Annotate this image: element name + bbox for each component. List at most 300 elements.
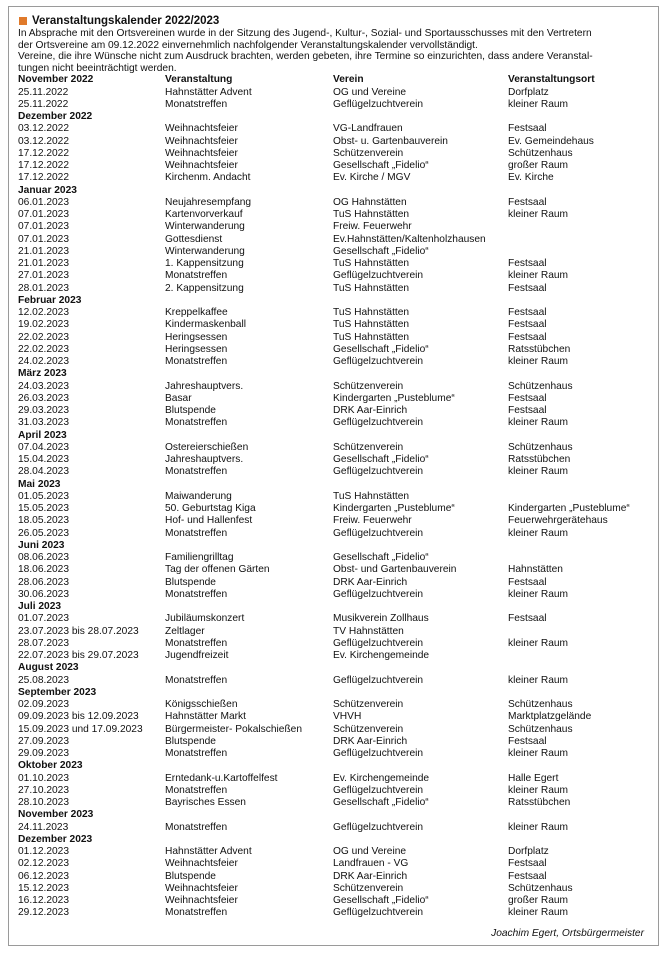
cell-club: VHVH bbox=[333, 711, 362, 723]
month-heading bbox=[18, 601, 649, 613]
table-row bbox=[18, 822, 649, 834]
cell-date: 09.09.2023 bis 12.09.2023 bbox=[18, 711, 139, 723]
month-label: März 2023 bbox=[18, 368, 67, 380]
cell-date: 22.07.2023 bis 29.07.2023 bbox=[18, 650, 139, 662]
title-row bbox=[18, 14, 649, 28]
table-row bbox=[18, 895, 649, 907]
cell-club: Geflügelzuchtverein bbox=[333, 637, 424, 649]
month-label: September 2023 bbox=[18, 686, 97, 698]
cell-date: 23.07.2023 bis 28.07.2023 bbox=[18, 625, 139, 637]
cell-club: DRK Aar-Einrich bbox=[333, 405, 408, 417]
cell-club: Geflügelzuchtverein bbox=[333, 674, 424, 686]
cell-date: 07.04.2023 bbox=[18, 441, 69, 453]
cell-club: Kindergarten „Pusteblume“ bbox=[333, 392, 455, 404]
cell-event: Monatstreffen bbox=[165, 527, 228, 539]
cell-venue: Schützenhaus bbox=[508, 380, 573, 392]
table-row bbox=[18, 552, 649, 564]
cell-club: Obst- und Gartenbauverein bbox=[333, 564, 457, 576]
cell-event: Jahreshauptvers. bbox=[165, 454, 244, 466]
cell-venue: Schützenhaus bbox=[508, 699, 573, 711]
table-row bbox=[18, 442, 649, 454]
cell-venue: großer Raum bbox=[508, 160, 569, 172]
cell-event: Jugendfreizeit bbox=[165, 650, 229, 662]
month-heading bbox=[18, 809, 649, 821]
cell-date: 17.12.2022 bbox=[18, 172, 69, 184]
cell-date: 28.06.2023 bbox=[18, 576, 69, 588]
month-heading bbox=[18, 760, 649, 772]
cell-club: Geflügelzuchtverein bbox=[333, 98, 424, 110]
cell-event: Monatstreffen bbox=[165, 270, 228, 282]
cell-club: TuS Hahnstätten bbox=[333, 490, 410, 502]
cell-event: Winterwanderung bbox=[165, 245, 245, 257]
cell-event: Hahnstätter Advent bbox=[165, 86, 252, 98]
table-row bbox=[18, 234, 649, 246]
cell-venue: kleiner Raum bbox=[508, 821, 569, 833]
cell-club: Gesellschaft „Fidelio“ bbox=[333, 552, 429, 564]
cell-date: 15.12.2023 bbox=[18, 882, 69, 894]
cell-date: 26.03.2023 bbox=[18, 392, 69, 404]
cell-date: 21.01.2023 bbox=[18, 258, 69, 270]
cell-venue: kleiner Raum bbox=[508, 748, 569, 760]
cell-event: Kreppelkaffee bbox=[165, 307, 228, 319]
cell-event: Jubiläumskonzert bbox=[165, 613, 245, 625]
table-row bbox=[18, 699, 649, 711]
cell-club: Schützenverein bbox=[333, 147, 404, 159]
cell-venue: Ratsstübchen bbox=[508, 797, 571, 809]
intro-line: tungen nicht beeinträchtigt werden. bbox=[18, 62, 177, 74]
cell-event: Kartenvorverkauf bbox=[165, 209, 243, 221]
cell-event: Monatstreffen bbox=[165, 674, 228, 686]
cell-venue: Festsaal bbox=[508, 576, 547, 588]
cell-club: Gesellschaft „Fidelio“ bbox=[333, 160, 429, 172]
cell-date: 19.02.2023 bbox=[18, 319, 69, 331]
cell-club: Kindergarten „Pusteblume“ bbox=[333, 503, 455, 515]
table-row bbox=[18, 393, 649, 405]
cell-date: 21.01.2023 bbox=[18, 245, 69, 257]
cell-event: Monatstreffen bbox=[165, 784, 228, 796]
cell-date: 17.12.2022 bbox=[18, 147, 69, 159]
cell-club: Geflügelzuchtverein bbox=[333, 784, 424, 796]
cell-venue: Festsaal bbox=[508, 319, 547, 331]
cell-event: Monatstreffen bbox=[165, 588, 228, 600]
cell-club: Geflügelzuchtverein bbox=[333, 527, 424, 539]
table-row bbox=[18, 748, 649, 760]
month-heading bbox=[18, 540, 649, 552]
cell-venue: großer Raum bbox=[508, 895, 569, 907]
cell-club: Obst- u. Gartenbauverein bbox=[333, 135, 448, 147]
table-row bbox=[18, 209, 649, 221]
cell-date: 03.12.2022 bbox=[18, 135, 69, 147]
cell-event: Weihnachtsfeier bbox=[165, 123, 238, 135]
table-row bbox=[18, 907, 649, 919]
cell-event: Blutspende bbox=[165, 735, 216, 747]
cell-event: Blutspende bbox=[165, 870, 216, 882]
cell-club: DRK Aar-Einrich bbox=[333, 735, 408, 747]
cell-event: Heringsessen bbox=[165, 343, 228, 355]
table-row bbox=[18, 405, 649, 417]
cell-club: Schützenverein bbox=[333, 882, 404, 894]
intro-line: Vereine, die ihre Wünsche nicht zum Ausdruck brachten, werden gebeten, ihre Termine so einzurichten, dass andere Veranstal- bbox=[18, 51, 593, 63]
month-heading bbox=[18, 295, 649, 307]
cell-club: Ev. Kirchengemeinde bbox=[333, 650, 430, 662]
cell-date: 16.12.2023 bbox=[18, 895, 69, 907]
month-label: Januar 2023 bbox=[18, 184, 77, 196]
cell-event: Tag der offenen Gärten bbox=[165, 564, 270, 576]
table-row bbox=[18, 221, 649, 233]
cell-date: 07.01.2023 bbox=[18, 221, 69, 233]
table-row bbox=[18, 577, 649, 589]
cell-club: Ev.Hahnstätten/Kaltenholzhausen bbox=[333, 233, 486, 245]
intro-line: In Absprache mit den Ortsvereinen wurde in der Sitzung des Jugend-, Kultur-, Sozial- und Sportausschusses mit den Vertretern bbox=[18, 28, 592, 39]
month-heading bbox=[18, 834, 649, 846]
table-row bbox=[18, 871, 649, 883]
table-row bbox=[18, 99, 649, 111]
cell-date: 15.04.2023 bbox=[18, 454, 69, 466]
cell-date: 07.01.2023 bbox=[18, 209, 69, 221]
cell-venue: Festsaal bbox=[508, 196, 547, 208]
cell-club: DRK Aar-Einrich bbox=[333, 870, 408, 882]
cell-event: Monatstreffen bbox=[165, 466, 228, 478]
cell-venue bbox=[508, 650, 649, 662]
cell-date: 01.10.2023 bbox=[18, 772, 69, 784]
table-row bbox=[18, 858, 649, 870]
cell-date: 06.12.2023 bbox=[18, 870, 69, 882]
cell-event: Monatstreffen bbox=[165, 637, 228, 649]
table-row bbox=[18, 172, 649, 184]
table-row bbox=[18, 381, 649, 393]
cell-venue: Ev. Kirche bbox=[508, 172, 554, 184]
header-month: November 2022 bbox=[18, 74, 94, 86]
cell-club: TuS Hahnstätten bbox=[333, 282, 410, 294]
cell-venue: Schützenhaus bbox=[508, 441, 573, 453]
month-label: Dezember 2023 bbox=[18, 833, 93, 845]
cell-club: Schützenverein bbox=[333, 380, 404, 392]
month-label: August 2023 bbox=[18, 662, 79, 674]
cell-date: 29.03.2023 bbox=[18, 405, 69, 417]
cell-date: 31.03.2023 bbox=[18, 417, 69, 429]
cell-venue: kleiner Raum bbox=[508, 417, 569, 429]
cell-club: Gesellschaft „Fidelio“ bbox=[333, 797, 429, 809]
cell-venue bbox=[508, 552, 649, 564]
cell-venue bbox=[508, 221, 649, 233]
cell-venue: kleiner Raum bbox=[508, 209, 569, 221]
cell-event: Bayrisches Essen bbox=[165, 797, 246, 809]
cell-event: Familiengrilltag bbox=[165, 552, 234, 564]
cell-date: 18.06.2023 bbox=[18, 564, 69, 576]
cell-event: Winterwanderung bbox=[165, 221, 245, 233]
month-heading bbox=[18, 479, 649, 491]
cell-venue: Ratsstübchen bbox=[508, 343, 571, 355]
cell-date: 24.11.2023 bbox=[18, 821, 69, 833]
header-club: Verein bbox=[333, 74, 364, 86]
cell-venue: Festsaal bbox=[508, 258, 547, 270]
cell-club: Geflügelzuchtverein bbox=[333, 907, 424, 919]
cell-event: Monatstreffen bbox=[165, 821, 228, 833]
cell-event: Erntedank-u.Kartoffelfest bbox=[165, 772, 278, 784]
cell-club: VG-Landfrauen bbox=[333, 123, 403, 135]
cell-event: Basar bbox=[165, 392, 192, 404]
cell-date: 24.02.2023 bbox=[18, 356, 69, 368]
cell-venue: kleiner Raum bbox=[508, 588, 569, 600]
title-marker bbox=[19, 17, 27, 25]
table-row bbox=[18, 332, 649, 344]
table-row bbox=[18, 246, 649, 258]
month-heading bbox=[18, 368, 649, 380]
cell-event: Kirchenm. Andacht bbox=[165, 172, 251, 184]
table-row bbox=[18, 528, 649, 540]
cell-club: TuS Hahnstätten bbox=[333, 307, 410, 319]
table-row bbox=[18, 626, 649, 638]
cell-club: OG Hahnstätten bbox=[333, 196, 407, 208]
table-row bbox=[18, 197, 649, 209]
cell-event: Bürgermeister- Pokalschießen bbox=[165, 723, 303, 735]
cell-event: Weihnachtsfeier bbox=[165, 858, 238, 870]
event-table bbox=[18, 74, 649, 919]
cell-club: TuS Hahnstätten bbox=[333, 331, 410, 343]
cell-date: 12.02.2023 bbox=[18, 307, 69, 319]
cell-venue: Festsaal bbox=[508, 307, 547, 319]
month-label: Mai 2023 bbox=[18, 478, 61, 490]
cell-date: 15.09.2023 und 17.09.2023 bbox=[18, 723, 143, 735]
cell-date: 02.09.2023 bbox=[18, 699, 69, 711]
cell-club: OG und Vereine bbox=[333, 846, 407, 858]
cell-date: 27.10.2023 bbox=[18, 784, 69, 796]
table-row bbox=[18, 589, 649, 601]
cell-event: Neujahresempfang bbox=[165, 196, 252, 208]
table-row bbox=[18, 613, 649, 625]
page-title: Veranstaltungskalender 2022/2023 bbox=[32, 15, 220, 27]
table-row bbox=[18, 307, 649, 319]
cell-date: 27.09.2023 bbox=[18, 735, 69, 747]
cell-club: TV Hahnstätten bbox=[333, 625, 404, 637]
table-row bbox=[18, 736, 649, 748]
table-row bbox=[18, 711, 649, 723]
table-row bbox=[18, 785, 649, 797]
table-row bbox=[18, 148, 649, 160]
cell-club: Musikverein Zollhaus bbox=[333, 613, 429, 625]
cell-event: Monatstreffen bbox=[165, 417, 228, 429]
cell-club: Geflügelzuchtverein bbox=[333, 270, 424, 282]
cell-event: 1. Kappensitzung bbox=[165, 258, 244, 270]
cell-venue: Festsaal bbox=[508, 613, 547, 625]
month-label: Juni 2023 bbox=[18, 539, 65, 551]
cell-event: Monatstreffen bbox=[165, 98, 228, 110]
cell-event: Monatstreffen bbox=[165, 356, 228, 368]
table-row bbox=[18, 515, 649, 527]
cell-venue: Ratsstübchen bbox=[508, 454, 571, 466]
cell-event: Jahreshauptvers. bbox=[165, 380, 244, 392]
cell-date: 18.05.2023 bbox=[18, 515, 69, 527]
cell-club: Landfrauen - VG bbox=[333, 858, 409, 870]
cell-venue: kleiner Raum bbox=[508, 637, 569, 649]
cell-event: Königsschießen bbox=[165, 699, 238, 711]
month-label: November 2023 bbox=[18, 809, 94, 821]
cell-event: Monatstreffen bbox=[165, 748, 228, 760]
cell-venue: Festsaal bbox=[508, 735, 547, 747]
table-row bbox=[18, 491, 649, 503]
month-heading bbox=[18, 185, 649, 197]
cell-date: 25.08.2023 bbox=[18, 674, 69, 686]
cell-date: 28.04.2023 bbox=[18, 466, 69, 478]
cell-venue: kleiner Raum bbox=[508, 784, 569, 796]
cell-venue: kleiner Raum bbox=[508, 98, 569, 110]
cell-event: Heringsessen bbox=[165, 331, 228, 343]
cell-date: 28.01.2023 bbox=[18, 282, 69, 294]
month-label: Dezember 2022 bbox=[18, 111, 93, 123]
cell-venue: kleiner Raum bbox=[508, 270, 569, 282]
cell-date: 22.02.2023 bbox=[18, 331, 69, 343]
cell-event: Weihnachtsfeier bbox=[165, 160, 238, 172]
cell-venue bbox=[508, 246, 649, 258]
table-row bbox=[18, 466, 649, 478]
cell-club: Geflügelzuchtverein bbox=[333, 748, 424, 760]
cell-event: Monatstreffen bbox=[165, 907, 228, 919]
cell-date: 29.09.2023 bbox=[18, 748, 69, 760]
cell-event: Blutspende bbox=[165, 405, 216, 417]
cell-venue: Festsaal bbox=[508, 870, 547, 882]
cell-event: Weihnachtsfeier bbox=[165, 895, 238, 907]
table-row bbox=[18, 283, 649, 295]
cell-club: Geflügelzuchtverein bbox=[333, 417, 424, 429]
cell-venue: kleiner Raum bbox=[508, 527, 569, 539]
cell-venue: kleiner Raum bbox=[508, 907, 569, 919]
month-label: April 2023 bbox=[18, 429, 67, 441]
table-row bbox=[18, 356, 649, 368]
cell-venue bbox=[508, 234, 649, 246]
cell-event: Weihnachtsfeier bbox=[165, 882, 238, 894]
cell-date: 15.05.2023 bbox=[18, 503, 69, 515]
intro-line: der Ortsvereine am 09.12.2022 einvernehmlich nachfolgender Veranstaltungskalender vervollständigt. bbox=[18, 39, 478, 51]
cell-event: Kindermaskenball bbox=[165, 319, 246, 331]
cell-club: TuS Hahnstätten bbox=[333, 209, 410, 221]
cell-event: Hahnstätter Markt bbox=[165, 711, 246, 723]
cell-date: 01.12.2023 bbox=[18, 846, 69, 858]
cell-event: Zeltlager bbox=[165, 625, 205, 637]
cell-venue bbox=[508, 491, 649, 503]
cell-venue: Schützenhaus bbox=[508, 882, 573, 894]
cell-club: Schützenverein bbox=[333, 699, 404, 711]
cell-club: DRK Aar-Einrich bbox=[333, 576, 408, 588]
cell-event: Blutspende bbox=[165, 576, 216, 588]
cell-date: 29.12.2023 bbox=[18, 907, 69, 919]
table-row bbox=[18, 123, 649, 135]
table-header bbox=[18, 74, 649, 86]
cell-club: Gesellschaft „Fidelio“ bbox=[333, 245, 429, 257]
cell-date: 27.01.2023 bbox=[18, 270, 69, 282]
cell-venue: kleiner Raum bbox=[508, 674, 569, 686]
table-row bbox=[18, 797, 649, 809]
cell-club: Geflügelzuchtverein bbox=[333, 821, 424, 833]
cell-date: 25.11.2022 bbox=[18, 98, 69, 110]
cell-club: Geflügelzuchtverein bbox=[333, 356, 424, 368]
cell-date: 22.02.2023 bbox=[18, 343, 69, 355]
cell-venue: Festsaal bbox=[508, 331, 547, 343]
cell-club: Freiw. Feuerwehr bbox=[333, 515, 412, 527]
cell-date: 25.11.2022 bbox=[18, 86, 69, 98]
cell-date: 02.12.2023 bbox=[18, 858, 69, 870]
cell-venue: Schützenhaus bbox=[508, 147, 573, 159]
table-row bbox=[18, 136, 649, 148]
cell-club: Schützenverein bbox=[333, 723, 404, 735]
cell-event: Weihnachtsfeier bbox=[165, 147, 238, 159]
month-label: Juli 2023 bbox=[18, 601, 62, 613]
cell-club: Gesellschaft „Fidelio“ bbox=[333, 343, 429, 355]
table-row bbox=[18, 564, 649, 576]
table-row bbox=[18, 675, 649, 687]
table-row bbox=[18, 319, 649, 331]
month-label: Oktober 2023 bbox=[18, 760, 83, 772]
cell-venue: Festsaal bbox=[508, 282, 547, 294]
month-label: Februar 2023 bbox=[18, 294, 82, 306]
cell-date: 24.03.2023 bbox=[18, 380, 69, 392]
table-row bbox=[18, 724, 649, 736]
cell-venue: Hahnstätten bbox=[508, 564, 563, 576]
cell-date: 01.05.2023 bbox=[18, 490, 69, 502]
cell-club: Schützenverein bbox=[333, 441, 404, 453]
cell-venue: Dorfplatz bbox=[508, 86, 549, 98]
table-row bbox=[18, 258, 649, 270]
table-row bbox=[18, 160, 649, 172]
cell-event: 2. Kappensitzung bbox=[165, 282, 244, 294]
cell-club: Gesellschaft „Fidelio“ bbox=[333, 454, 429, 466]
table-row bbox=[18, 883, 649, 895]
cell-date: 01.07.2023 bbox=[18, 613, 69, 625]
cell-date: 17.12.2022 bbox=[18, 160, 69, 172]
cell-date: 28.10.2023 bbox=[18, 797, 69, 809]
cell-club: Freiw. Feuerwehr bbox=[333, 221, 412, 233]
table-row bbox=[18, 344, 649, 356]
cell-venue: Festsaal bbox=[508, 392, 547, 404]
cell-event: Maiwanderung bbox=[165, 490, 232, 502]
cell-date: 06.01.2023 bbox=[18, 196, 69, 208]
cell-club: Geflügelzuchtverein bbox=[333, 588, 424, 600]
table-row bbox=[18, 638, 649, 650]
cell-venue: Feuerwehrgerätehaus bbox=[508, 515, 608, 527]
cell-event: Weihnachtsfeier bbox=[165, 135, 238, 147]
cell-event: Gottesdienst bbox=[165, 233, 223, 245]
cell-venue: kleiner Raum bbox=[508, 356, 569, 368]
month-heading bbox=[18, 662, 649, 674]
cell-venue bbox=[508, 626, 649, 638]
cell-date: 26.05.2023 bbox=[18, 527, 69, 539]
cell-venue: Festsaal bbox=[508, 858, 547, 870]
cell-date: 03.12.2022 bbox=[18, 123, 69, 135]
calendar-frame bbox=[8, 6, 659, 946]
table-row bbox=[18, 270, 649, 282]
cell-venue: Festsaal bbox=[508, 123, 547, 135]
cell-event: 50. Geburtstag Kiga bbox=[165, 503, 256, 515]
signature: Joachim Egert, Ortsbürgermeister bbox=[491, 928, 644, 939]
header-venue: Veranstaltungsort bbox=[508, 74, 595, 86]
cell-club: Ev. Kirchengemeinde bbox=[333, 772, 430, 784]
table-row bbox=[18, 503, 649, 515]
cell-date: 08.06.2023 bbox=[18, 552, 69, 564]
cell-club: Geflügelzuchtverein bbox=[333, 466, 424, 478]
cell-venue: kleiner Raum bbox=[508, 466, 569, 478]
month-heading bbox=[18, 687, 649, 699]
cell-club: TuS Hahnstätten bbox=[333, 319, 410, 331]
table-row bbox=[18, 417, 649, 429]
cell-date: 28.07.2023 bbox=[18, 637, 69, 649]
table-row bbox=[18, 454, 649, 466]
cell-event: Ostereierschießen bbox=[165, 441, 249, 453]
cell-club: Gesellschaft „Fidelio“ bbox=[333, 895, 429, 907]
month-heading bbox=[18, 430, 649, 442]
cell-club: Ev. Kirche / MGV bbox=[333, 172, 411, 184]
cell-venue: Marktplatzgelände bbox=[508, 711, 592, 723]
cell-date: 30.06.2023 bbox=[18, 588, 69, 600]
cell-venue: Schützenhaus bbox=[508, 723, 573, 735]
